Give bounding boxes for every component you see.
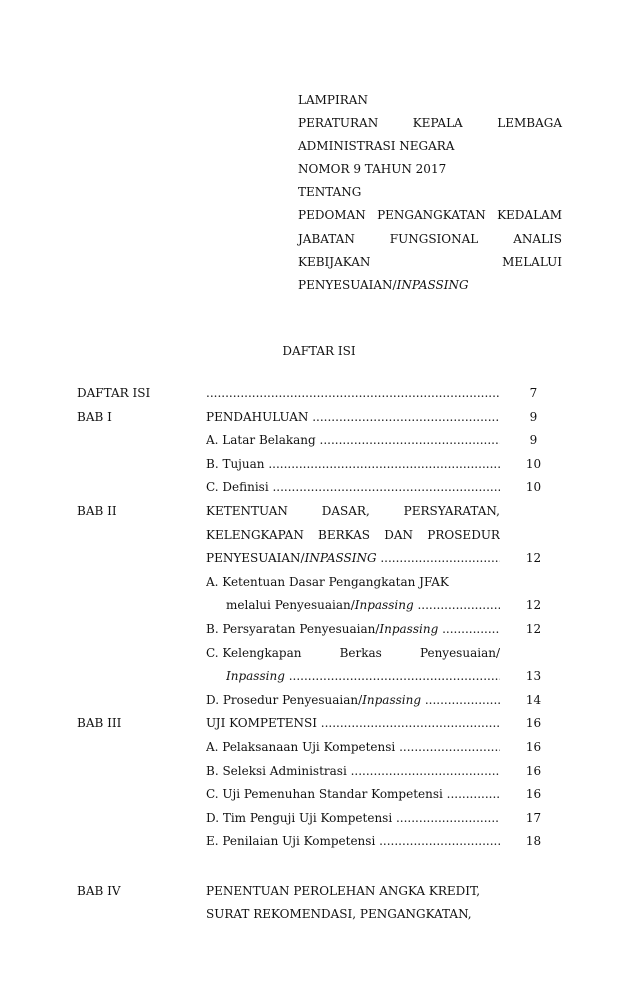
header-line-pedoman: [298, 207, 562, 230]
toc-page: 16: [525, 739, 542, 754]
toc-row-bab4-line1: [77, 884, 547, 908]
toc-page: 14: [525, 692, 542, 707]
toc-row-bab2-line3: [77, 551, 547, 575]
toc-label: BAB II: [77, 503, 117, 518]
toc-row-bab1-a: [77, 433, 547, 457]
toc-page: 12: [525, 598, 542, 613]
toc-entry-text: D. Tim Penguji Uji Kompetensi: [206, 810, 393, 825]
toc-entry: [206, 480, 500, 494]
toc-entry-text: C. Uji Pemenuhan Standar Kompetensi: [206, 787, 443, 802]
header-word: KEDALAM: [497, 208, 562, 223]
toc-row-bab3: [77, 716, 547, 740]
toc-row-bab3-d: [77, 811, 547, 835]
toc-row-bab2-line1: [77, 504, 547, 528]
toc-spacer: [77, 858, 547, 884]
toc-row-bab2-c-line1: [77, 646, 547, 670]
header-word: LEMBAGA: [497, 116, 562, 131]
toc-label: BAB I: [77, 409, 112, 424]
toc-entry-text: melalui Penyesuaian/: [226, 598, 355, 613]
toc-entry: A. Ketentuan Dasar Pengangkatan JFAK: [206, 574, 449, 589]
toc-entry: SURAT REKOMENDASI, PENGANGKATAN,: [206, 907, 472, 922]
header-word: KEPALA: [412, 116, 463, 131]
toc-entry: [206, 693, 500, 707]
lampiran-header: [298, 92, 562, 300]
toc-row-bab1-c: [77, 480, 547, 504]
table-of-contents: [77, 386, 547, 931]
toc-page: 16: [525, 763, 542, 778]
header-line-jabatan: [298, 231, 562, 254]
toc-page: 10: [525, 456, 542, 471]
toc-entry: [206, 386, 500, 400]
header-text: PENYESUAIAN/: [298, 277, 397, 292]
toc-entry-text: PENYESUAIAN/: [206, 551, 305, 566]
toc-entry: [206, 811, 500, 825]
toc-entry-text: B. Tujuan: [206, 456, 265, 471]
header-line-administrasi: ADMINISTRASI NEGARA: [298, 139, 455, 154]
toc-row-bab1: [77, 410, 547, 434]
toc-word: DAN: [384, 527, 414, 542]
page-title: DAFTAR ISI: [282, 344, 356, 358]
toc-entry: [206, 646, 500, 660]
toc-row-bab2-line2: [77, 528, 547, 552]
toc-word: PERSYARATAN,: [403, 503, 500, 518]
toc-page: 9: [529, 409, 538, 424]
header-line-tentang: TENTANG: [298, 185, 362, 200]
toc-page: 12: [525, 621, 542, 636]
toc-row-bab2-a-line1: [77, 575, 547, 599]
toc-entry: [206, 410, 500, 424]
toc-entry: [226, 669, 500, 683]
toc-row-bab3-b: [77, 764, 547, 788]
toc-entry: [206, 622, 500, 636]
toc-entry-text: PENDAHULUAN: [206, 409, 309, 424]
header-line-kebijakan: [298, 254, 562, 277]
toc-word: Berkas: [339, 645, 382, 660]
toc-entry-text: E. Penilaian Uji Kompetensi: [206, 834, 376, 849]
toc-row-bab2-c-line2: [77, 669, 547, 693]
toc-entry: PENENTUAN PEROLEHAN ANGKA KREDIT,: [206, 883, 481, 898]
toc-page: 9: [529, 433, 538, 448]
toc-entry: [206, 716, 500, 730]
toc-entry: [206, 504, 500, 518]
toc-entry: [206, 740, 500, 754]
toc-page: 12: [525, 551, 542, 566]
toc-entry-text: B. Persyaratan Penyesuaian/: [206, 621, 380, 636]
toc-entry: [206, 457, 500, 471]
header-line-peraturan: [298, 115, 562, 138]
toc-entry-italic: Inpassing: [226, 669, 285, 684]
toc-word: KELENGKAPAN: [206, 527, 304, 542]
toc-row-bab2-b: [77, 622, 547, 646]
toc-page: 7: [529, 386, 538, 400]
header-word: FUNGSIONAL: [389, 231, 479, 246]
toc-entry-italic: Inpassing: [354, 598, 414, 613]
header-word: JABATAN: [298, 231, 355, 246]
toc-page: 16: [525, 787, 542, 802]
header-word: MELALUI: [502, 254, 562, 269]
toc-word: KETENTUAN: [206, 503, 288, 518]
toc-entry-text: D. Prosedur Penyesuaian/: [206, 692, 363, 707]
toc-word: Penyesuaian/: [419, 645, 500, 660]
toc-page: 18: [525, 834, 542, 849]
toc-entry-italic: Inpassing: [379, 621, 439, 636]
toc-label: BAB III: [77, 716, 122, 731]
header-line-nomor: NOMOR 9 TAHUN 2017: [298, 162, 447, 177]
toc-row-bab3-c: [77, 787, 547, 811]
toc-page: 10: [525, 480, 542, 495]
lampiran-label: LAMPIRAN: [298, 93, 368, 107]
toc-word: BERKAS: [318, 527, 371, 542]
toc-row-bab2-a-line2: [77, 598, 547, 622]
toc-row-bab4-line2: [77, 907, 547, 931]
header-line-penyesuaian: [298, 277, 562, 300]
toc-entry: [206, 551, 500, 565]
toc-word: DASAR,: [321, 503, 370, 518]
toc-entry-italic: INPASSING: [304, 551, 377, 566]
toc-entry-text: A. Latar Belakang: [206, 433, 316, 448]
toc-page: 16: [525, 716, 542, 731]
toc-entry-text: B. Seleksi Administrasi: [206, 763, 347, 778]
header-word: PENGANGKATAN: [377, 208, 486, 223]
toc-row-bab2-d: [77, 693, 547, 717]
toc-row-bab1-b: [77, 457, 547, 481]
header-word: KEBIJAKAN: [298, 254, 371, 269]
toc-row-bab3-a: [77, 740, 547, 764]
toc-entry: [206, 834, 500, 848]
header-word: PERATURAN: [298, 116, 379, 131]
toc-label: DAFTAR ISI: [77, 386, 151, 400]
toc-entry: [206, 528, 500, 542]
toc-row-bab3-e: [77, 834, 547, 858]
toc-entry: [206, 433, 500, 447]
toc-word: PROSEDUR: [427, 527, 500, 542]
toc-entry-text: C. Definisi: [206, 480, 269, 495]
header-word: ANALIS: [513, 231, 562, 246]
toc-entry-text: UJI KOMPETENSI: [206, 716, 317, 731]
toc-word: C. Kelengkapan: [206, 645, 302, 660]
toc-entry-text: A. Pelaksanaan Uji Kompetensi: [206, 739, 396, 754]
toc-entry: [226, 598, 500, 612]
header-word: PEDOMAN: [298, 208, 366, 223]
toc-entry: [206, 787, 500, 801]
toc-entry-italic: Inpassing: [362, 692, 422, 707]
toc-entry: [206, 764, 500, 778]
header-text-italic: INPASSING: [396, 277, 469, 292]
toc-page: 13: [525, 669, 542, 684]
toc-row-daftar-isi: [77, 386, 547, 410]
toc-label: BAB IV: [77, 883, 121, 898]
toc-page: 17: [525, 810, 542, 825]
